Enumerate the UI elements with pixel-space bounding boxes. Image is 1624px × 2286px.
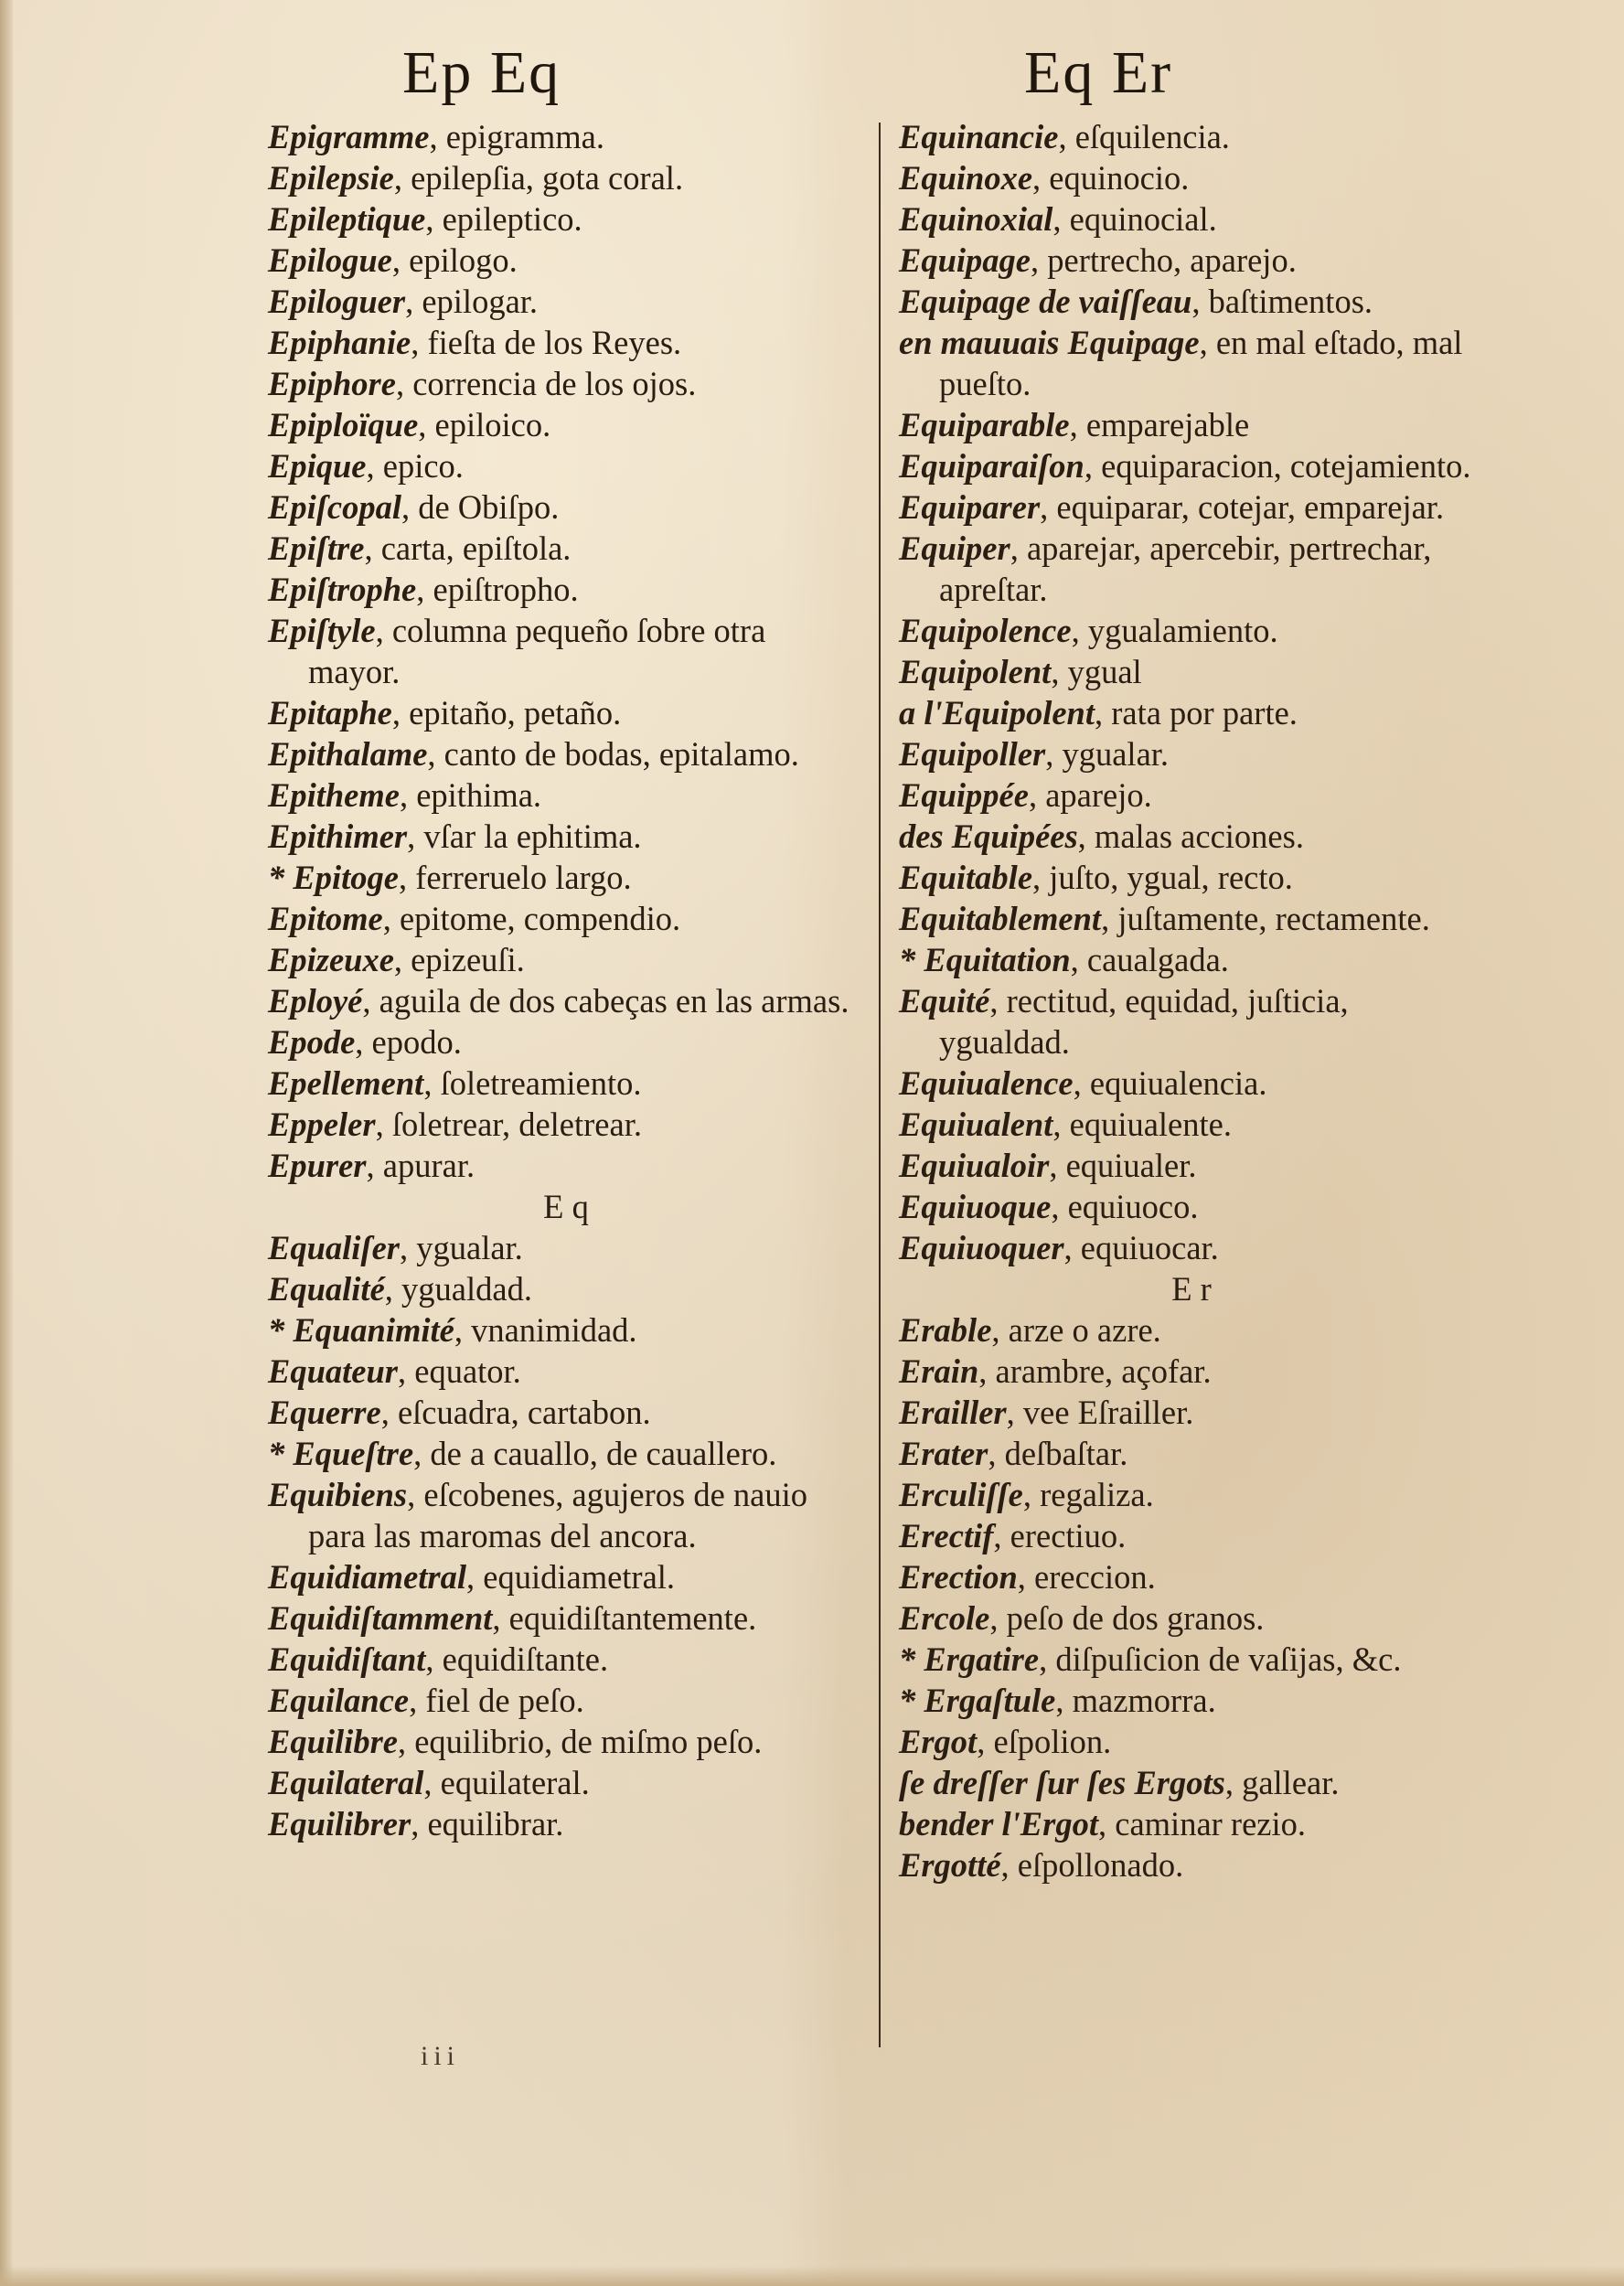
- entry-definition: , apurar.: [366, 1147, 475, 1184]
- dictionary-entry: [268, 1104, 864, 1145]
- entry-headword: Equaliſer: [268, 1229, 400, 1266]
- entry-definition: , equidiſtantemente.: [492, 1599, 757, 1637]
- entry-definition: , diſpuſicion de vaſijas, &c.: [1039, 1640, 1402, 1678]
- entry-definition: , epilepſia, gota coral.: [393, 159, 684, 197]
- dictionary-entry: [268, 1227, 864, 1268]
- running-head-left: Ep Eq: [402, 39, 561, 106]
- dictionary-entry: [899, 198, 1484, 240]
- dictionary-entry: [268, 528, 864, 569]
- dictionary-entry: [268, 445, 864, 486]
- entry-headword: Erailler: [899, 1394, 1007, 1431]
- entry-definition: , ferreruelo largo.: [398, 859, 632, 896]
- dictionary-entry: [268, 610, 864, 692]
- entry-headword: Equinoxe: [899, 159, 1033, 197]
- entry-definition: , epico.: [366, 447, 464, 485]
- entry-headword: Equidiſtamment: [268, 1599, 493, 1637]
- dictionary-entry: [268, 281, 864, 322]
- entry-definition: , gallear.: [1224, 1764, 1340, 1801]
- entry-headword: Equidiſtant: [268, 1640, 426, 1678]
- entry-headword: ſe dreſſer ſur ſes Ergots: [899, 1764, 1225, 1801]
- entry-headword: Equibiens: [268, 1476, 408, 1513]
- dictionary-entry: [899, 939, 1484, 980]
- dictionary-entry: [268, 486, 864, 528]
- entry-definition: , malas acciones.: [1077, 817, 1304, 855]
- dictionary-entry: [268, 1268, 864, 1309]
- dictionary-entry: [268, 939, 864, 980]
- entry-definition: , de a cauallo, de cauallero.: [413, 1435, 777, 1472]
- entry-headword: Ergot: [899, 1723, 978, 1760]
- entry-headword: Erculiſſe: [899, 1476, 1023, 1513]
- entry-definition: , juſtamente, rectamente.: [1101, 900, 1430, 937]
- entry-headword: Erable: [899, 1311, 992, 1349]
- entry-headword: Epitaphe: [268, 694, 392, 732]
- entry-definition: , caualgada.: [1070, 941, 1229, 978]
- dictionary-entry: [268, 1063, 864, 1104]
- entry-headword: Epique: [268, 447, 367, 485]
- dictionary-entry: [268, 1597, 864, 1639]
- dictionary-entry: [899, 1803, 1484, 1844]
- dictionary-entry: [899, 857, 1484, 898]
- dictionary-entry: [899, 1639, 1484, 1680]
- entry-headword: Epitome: [268, 900, 383, 937]
- entry-headword: Equiuoquer: [899, 1229, 1064, 1266]
- dictionary-entry: [899, 322, 1484, 404]
- entry-definition: , epodo.: [355, 1023, 462, 1061]
- entry-definition: , equiparacion, cotejamiento.: [1084, 447, 1471, 485]
- dictionary-entry: [268, 1021, 864, 1063]
- entry-definition: , aguila de dos cabeças en las armas.: [362, 982, 849, 1020]
- entry-definition: , equidiſtante.: [425, 1640, 609, 1678]
- entry-definition: , equidiametral.: [466, 1558, 676, 1596]
- dictionary-entry: [899, 1721, 1484, 1762]
- dictionary-entry: [899, 1309, 1484, 1351]
- entry-definition: , equator.: [398, 1352, 521, 1390]
- right-column: [899, 116, 1484, 1885]
- dictionary-entry: [899, 486, 1484, 528]
- entry-headword: * Equitation: [899, 941, 1071, 978]
- entry-headword: bender l'Ergot: [899, 1805, 1099, 1843]
- entry-definition: , epilogo.: [391, 241, 518, 279]
- entry-definition: , baſtimentos.: [1191, 283, 1373, 320]
- entry-headword: Equipoller: [899, 735, 1046, 773]
- entry-headword: Erain: [899, 1352, 979, 1390]
- entry-definition: , arambre, açofar.: [978, 1352, 1212, 1390]
- entry-headword: * Epitoge: [268, 859, 399, 896]
- dictionary-entry: [899, 1227, 1484, 1268]
- entry-definition: , vee Eſrailler.: [1006, 1394, 1194, 1431]
- entry-definition: , pertrecho, aparejo.: [1031, 241, 1297, 279]
- entry-definition: , juſto, ygual, recto.: [1032, 859, 1293, 896]
- dictionary-entry: [899, 1063, 1484, 1104]
- entry-headword: Equité: [899, 982, 990, 1020]
- section-heading: E r: [1171, 1270, 1212, 1308]
- entry-definition: , arze o azre.: [991, 1311, 1161, 1349]
- entry-headword: Ergotté: [899, 1846, 1001, 1884]
- entry-headword: Equiualence: [899, 1064, 1074, 1102]
- entry-headword: Erater: [899, 1435, 988, 1472]
- dictionary-entry: [899, 610, 1484, 651]
- entry-definition: , ereccion.: [1017, 1558, 1156, 1596]
- page-edge-bottom: [0, 2266, 1624, 2286]
- entry-headword: * Ergatire: [899, 1640, 1040, 1678]
- entry-headword: * Ergaſtule: [899, 1682, 1056, 1719]
- dictionary-entry: [899, 1597, 1484, 1639]
- dictionary-entry: [268, 1474, 864, 1556]
- entry-headword: Equiper: [899, 529, 1010, 567]
- dictionary-entry: [268, 1556, 864, 1597]
- entry-definition: , correncia de los ojos.: [395, 365, 697, 402]
- dictionary-entry: [268, 898, 864, 939]
- entry-headword: Epileptique: [268, 200, 426, 238]
- entry-headword: Epilogue: [268, 241, 392, 279]
- dictionary-entry: [268, 157, 864, 198]
- dictionary-entry: [268, 1762, 864, 1803]
- entry-headword: * Equanimité: [268, 1311, 454, 1349]
- dictionary-entry: [899, 240, 1484, 281]
- catchword: iii: [421, 2041, 461, 2071]
- dictionary-entry: [899, 1556, 1484, 1597]
- entry-headword: Equidiametral: [268, 1558, 467, 1596]
- dictionary-entry: [899, 1351, 1484, 1392]
- entry-headword: Epode: [268, 1023, 356, 1061]
- entry-headword: Epiſtre: [268, 529, 365, 567]
- entry-headword: Epithalame: [268, 735, 428, 773]
- dictionary-entry: [268, 240, 864, 281]
- entry-headword: Equippée: [899, 776, 1029, 814]
- entry-definition: , vſar la ephitima.: [407, 817, 642, 855]
- left-column: [268, 116, 864, 1844]
- dictionary-entry: [268, 1392, 864, 1433]
- dictionary-entry: [268, 1680, 864, 1721]
- entry-definition: , vnanimidad.: [454, 1311, 637, 1349]
- dictionary-entry: [268, 1433, 864, 1474]
- dictionary-entry: [268, 1803, 864, 1844]
- entry-definition: , equiparar, cotejar, emparejar.: [1040, 488, 1445, 526]
- entry-definition: , epilogar.: [405, 283, 539, 320]
- dictionary-entry: [899, 157, 1484, 198]
- entry-headword: Epellement: [268, 1064, 424, 1102]
- entry-definition: , equinocial.: [1052, 200, 1217, 238]
- entry-definition: , caminar rezio.: [1098, 1805, 1306, 1843]
- entry-definition: , epigramma.: [429, 118, 604, 155]
- dictionary-entry: [899, 1145, 1484, 1186]
- dictionary-entry: [268, 1145, 864, 1186]
- running-head-right: Eq Er: [1024, 39, 1173, 106]
- entry-headword: Eppeler: [268, 1106, 376, 1143]
- dictionary-entry: [268, 816, 864, 857]
- dictionary-entry: [899, 692, 1484, 733]
- entry-definition: , emparejable: [1069, 406, 1250, 443]
- entry-definition: , deſbaſtar.: [988, 1435, 1128, 1472]
- entry-definition: , ſoletrear, deletrear.: [375, 1106, 642, 1143]
- entry-definition: , peſo de dos granos.: [989, 1599, 1265, 1637]
- entry-headword: Epithimer: [268, 817, 408, 855]
- entry-headword: Epilepsie: [268, 159, 394, 197]
- dictionary-entry: [268, 1639, 864, 1680]
- dictionary-entry: [899, 445, 1484, 486]
- entry-headword: Epiſtrophe: [268, 571, 417, 608]
- dictionary-entry: [899, 1515, 1484, 1556]
- entry-definition: , equiualencia.: [1073, 1064, 1267, 1102]
- entry-definition: , rata por parte.: [1094, 694, 1298, 732]
- entry-definition: , ygualar.: [400, 1229, 523, 1266]
- entry-definition: , ygual: [1051, 653, 1142, 690]
- entry-definition: , carta, epiſtola.: [364, 529, 572, 567]
- entry-headword: Erection: [899, 1558, 1018, 1596]
- dictionary-entry: [899, 1474, 1484, 1515]
- entry-headword: Epizeuxe: [268, 941, 394, 978]
- entry-headword: Epitheme: [268, 776, 400, 814]
- entry-headword: Eployé: [268, 982, 363, 1020]
- entry-definition: , equilateral.: [423, 1764, 590, 1801]
- entry-headword: Erectif: [899, 1517, 994, 1554]
- dictionary-entry: [899, 1392, 1484, 1433]
- entry-definition: , equinocio.: [1032, 159, 1190, 197]
- dictionary-entry: [268, 404, 864, 445]
- entry-definition: , equiuoco.: [1051, 1188, 1199, 1225]
- entry-definition: , columna pequeño ſobre otra mayor.: [308, 612, 766, 690]
- dictionary-entry: [899, 1762, 1484, 1803]
- entry-headword: Epiſtyle: [268, 612, 376, 649]
- entry-definition: , epiloico.: [418, 406, 551, 443]
- entry-definition: , fieſta de los Reyes.: [411, 324, 682, 361]
- dictionary-entry: [899, 1186, 1484, 1227]
- entry-headword: Equilibre: [268, 1723, 398, 1760]
- entry-definition: , eſquilencia.: [1058, 118, 1230, 155]
- entry-headword: Equiualoir: [899, 1147, 1050, 1184]
- entry-definition: , erectiuo.: [993, 1517, 1127, 1554]
- dictionary-entry: [899, 898, 1484, 939]
- entry-definition: , en mal eſtado, mal pueſto.: [939, 324, 1463, 402]
- entry-headword: Equipolent: [899, 653, 1052, 690]
- dictionary-entry: [899, 404, 1484, 445]
- entry-definition: , equiualer.: [1049, 1147, 1197, 1184]
- entry-definition: , mazmorra.: [1055, 1682, 1216, 1719]
- dictionary-entry: [899, 733, 1484, 774]
- entry-definition: , equiuocar.: [1063, 1229, 1219, 1266]
- dictionary-entry: [899, 1433, 1484, 1474]
- entry-headword: Epurer: [268, 1147, 367, 1184]
- entry-definition: , eſpollonado.: [1000, 1846, 1184, 1884]
- dictionary-entry: [899, 816, 1484, 857]
- entry-headword: Equipolence: [899, 612, 1072, 649]
- entry-headword: en mauuais Equipage: [899, 324, 1200, 361]
- entry-definition: , epitome, compendio.: [382, 900, 681, 937]
- entry-headword: Equinoxial: [899, 200, 1053, 238]
- entry-definition: , epizeuſi.: [393, 941, 525, 978]
- entry-definition: , ygualdad.: [384, 1270, 532, 1308]
- dictionary-entry: [268, 322, 864, 363]
- dictionary-entry: [268, 198, 864, 240]
- entry-headword: Epiloguer: [268, 283, 406, 320]
- dictionary-entry: [268, 733, 864, 774]
- entry-definition: , ygualar.: [1045, 735, 1170, 773]
- dictionary-entry: [899, 1104, 1484, 1145]
- entry-headword: Equipage: [899, 241, 1031, 279]
- entry-definition: , aparejar, apercebir, pertrechar, apreſtar.: [939, 529, 1432, 608]
- entry-definition: , canto de bodas, epitalamo.: [427, 735, 799, 773]
- entry-definition: , aparejo.: [1028, 776, 1152, 814]
- entry-definition: , eſcobenes, agujeros de nauio para las maromas del ancora.: [308, 1476, 807, 1554]
- page-edge-left: [0, 0, 13, 2286]
- entry-headword: Equitable: [899, 859, 1033, 896]
- entry-headword: Equiparer: [899, 488, 1041, 526]
- entry-definition: , eſcuadra, cartabon.: [380, 1394, 651, 1431]
- dictionary-entry: [268, 980, 864, 1021]
- section-heading: E q: [543, 1188, 589, 1225]
- dictionary-entry: [268, 116, 864, 157]
- dictionary-entry: [268, 1351, 864, 1392]
- dictionary-entry: [899, 774, 1484, 816]
- entry-definition: , epitaño, petaño.: [391, 694, 622, 732]
- entry-headword: Equinancie: [899, 118, 1059, 155]
- entry-definition: , equilibrio, de miſmo peſo.: [397, 1723, 763, 1760]
- entry-headword: Epiſcopal: [268, 488, 401, 526]
- entry-headword: Equilateral: [268, 1764, 424, 1801]
- entry-headword: Equerre: [268, 1394, 381, 1431]
- entry-definition: , epiſtropho.: [416, 571, 579, 608]
- dictionary-entry: [268, 363, 864, 404]
- entry-definition: , eſpolion.: [977, 1723, 1112, 1760]
- entry-headword: Equiuoque: [899, 1188, 1052, 1225]
- entry-definition: , rectitud, equidad, juſticia, ygualdad.: [939, 982, 1349, 1061]
- entry-definition: , ygualamiento.: [1071, 612, 1278, 649]
- entry-headword: Equilibrer: [268, 1805, 411, 1843]
- entry-headword: des Equipées: [899, 817, 1078, 855]
- entry-definition: , de Obiſpo.: [401, 488, 560, 526]
- entry-definition: , epithima.: [399, 776, 542, 814]
- entry-headword: Equiparable: [899, 406, 1070, 443]
- entry-definition: , regaliza.: [1022, 1476, 1154, 1513]
- entry-headword: Equalité: [268, 1270, 385, 1308]
- entry-definition: , equilibrar.: [411, 1805, 564, 1843]
- dictionary-entry: [268, 857, 864, 898]
- dictionary-entry: [899, 980, 1484, 1063]
- entry-definition: , ſoletreamiento.: [423, 1064, 642, 1102]
- entry-headword: * Equeſtre: [268, 1435, 414, 1472]
- entry-headword: Ercole: [899, 1599, 990, 1637]
- entry-headword: a l'Equipolent: [899, 694, 1095, 732]
- entry-definition: , fiel de peſo.: [409, 1682, 584, 1719]
- dictionary-entry: [899, 116, 1484, 157]
- entry-headword: Epiphore: [268, 365, 396, 402]
- dictionary-entry: [268, 692, 864, 733]
- dictionary-entry: [899, 528, 1484, 610]
- dictionary-entry: [899, 1844, 1484, 1885]
- column-rule: [879, 123, 881, 2047]
- entry-headword: Equitablement: [899, 900, 1102, 937]
- dictionary-entry: [899, 281, 1484, 322]
- entry-headword: Epiphanie: [268, 324, 411, 361]
- entry-definition: , equiualente.: [1052, 1106, 1232, 1143]
- dictionary-entry: [268, 1309, 864, 1351]
- entry-headword: Equiparaiſon: [899, 447, 1084, 485]
- dictionary-entry: [899, 651, 1484, 692]
- entry-definition: , epileptico.: [425, 200, 582, 238]
- entry-headword: Equateur: [268, 1352, 398, 1390]
- dictionary-entry: [268, 774, 864, 816]
- entry-headword: Epiploïque: [268, 406, 419, 443]
- dictionary-entry: [268, 1721, 864, 1762]
- entry-headword: Epigramme: [268, 118, 430, 155]
- entry-headword: Equipage de vaiſſeau: [899, 283, 1192, 320]
- entry-headword: Equiualent: [899, 1106, 1053, 1143]
- entry-headword: Equilance: [268, 1682, 410, 1719]
- dictionary-entry: [268, 569, 864, 610]
- dictionary-entry: [899, 1680, 1484, 1721]
